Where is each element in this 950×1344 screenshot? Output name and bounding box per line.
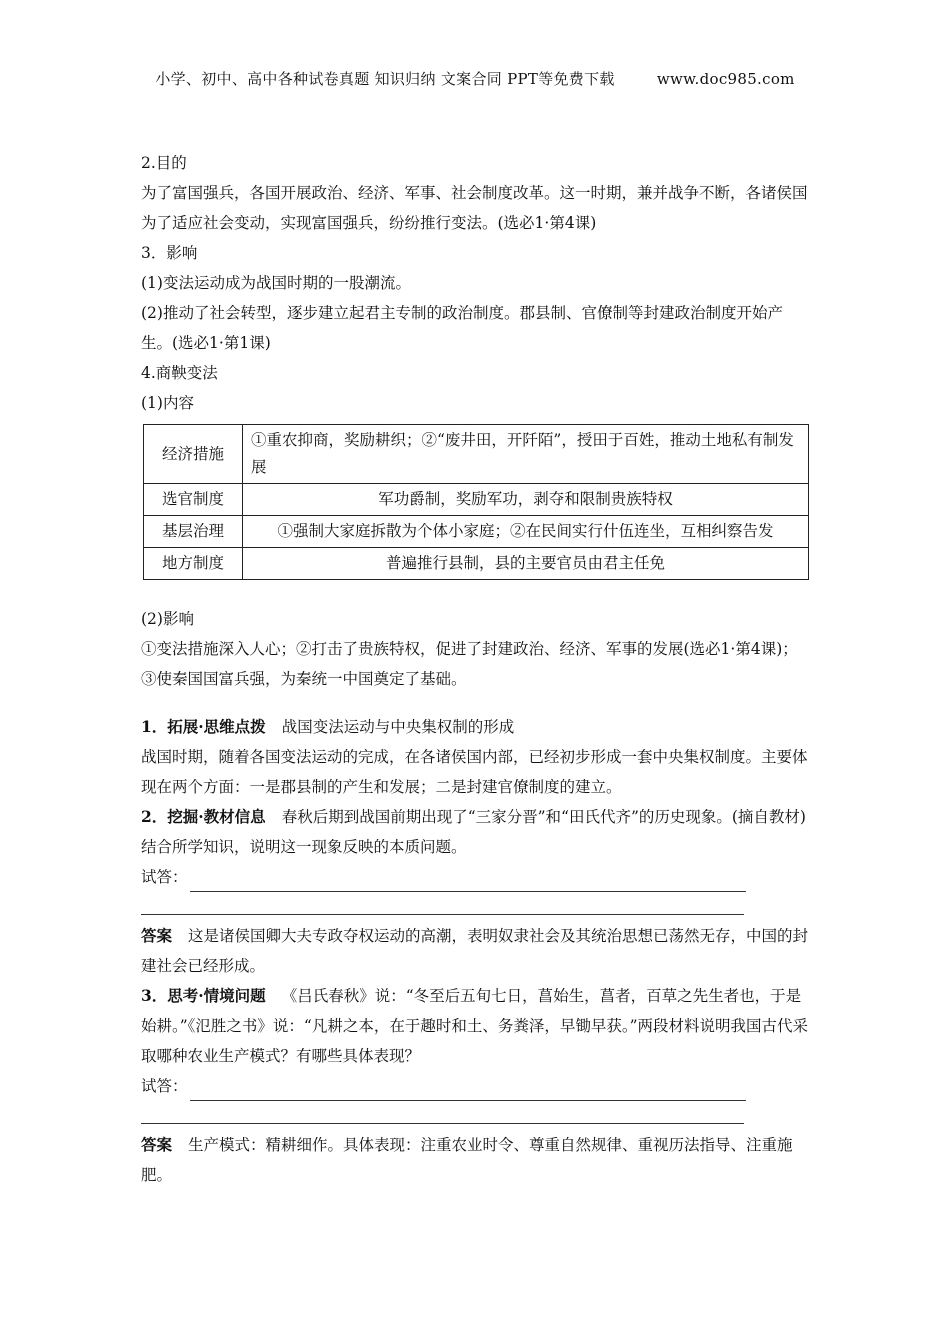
purpose-title: 2.目的 xyxy=(141,154,187,172)
ext3-answer-blank[interactable] xyxy=(190,1080,746,1101)
table-value: 普遍推行县制，县的主要官员由君主任免 xyxy=(243,548,809,580)
reform-table xyxy=(143,424,809,580)
table-value: ①强制大家庭拆散为个体小家庭；②在民间实行什伍连坐，互相纠察告发 xyxy=(243,516,809,548)
ext2-question xyxy=(141,802,811,862)
table-row xyxy=(144,516,809,548)
shang-title: 4.商鞅变法 xyxy=(141,364,218,382)
document-body xyxy=(141,148,811,1190)
ext2-answer-blank[interactable] xyxy=(190,871,746,892)
ext3-try-label: 试答： xyxy=(141,1077,188,1095)
ext2-answer-blank-2[interactable] xyxy=(141,892,744,915)
ext3-question xyxy=(141,981,811,1071)
ext3-answer xyxy=(141,1130,811,1190)
header-url[interactable]: www.doc985.com xyxy=(656,70,795,88)
ext3-try-row xyxy=(141,1071,811,1101)
ext2-try-row xyxy=(141,862,811,892)
impact-title: 3．影响 xyxy=(141,244,198,262)
shang-content-title: (1)内容 xyxy=(141,394,194,412)
ext2-label: 2．挖掘·教材信息 xyxy=(141,807,266,826)
ext2-answer-label: 答案 xyxy=(141,926,173,945)
table-key: 基层治理 xyxy=(144,516,243,548)
ext2-answer-body: 这是诸侯国卿大夫专政夺权运动的高潮，表明奴隶社会及其统治思想已荡然无存，中国的封建社会已经形成。 xyxy=(141,927,809,975)
table-value: ①重农抑商，奖励耕织；②“废井田，开阡陌”，授田于百姓，推动土地私有制发展 xyxy=(243,425,809,484)
ext3-body: 《吕氏春秋》说：“冬至后五旬七日，菖始生，菖者，百草之先生者也，于是始耕。”《氾胜之书》说：“凡耕之本，在于趣时和土、务粪泽，早锄早获。”两段材料说明我国古代采取哪种农业生产模式？有哪些具体表现？ xyxy=(141,987,809,1065)
table-value: 军功爵制，奖励军功，剥夺和限制贵族特权 xyxy=(243,484,809,516)
ext3-answer-blank-2[interactable] xyxy=(141,1101,744,1124)
table-key: 选官制度 xyxy=(144,484,243,516)
ext1-body: 战国时期，随着各国变法运动的完成，在各诸侯国内部，已经初步形成一套中央集权制度。主要体现在两个方面：一是郡县制的产生和发展；二是封建官僚制度的建立。 xyxy=(141,748,808,796)
table-key: 经济措施 xyxy=(144,425,243,484)
table-row xyxy=(144,548,809,580)
shang-impact-title: (2)影响 xyxy=(141,610,194,628)
purpose-body: 为了富国强兵，各国开展政治、经济、军事、社会制度改革。这一时期，兼并战争不断，各诸侯国为了适应社会变动，实现富国强兵，纷纷推行变法。(选必1·第4课) xyxy=(141,184,808,232)
ext1-heading xyxy=(141,712,811,742)
table-row xyxy=(144,484,809,516)
ext3-answer-label: 答案 xyxy=(141,1135,173,1154)
ext3-answer-body: 生产模式：精耕细作。具体表现：注重农业时令、尊重自然规律、重视历法指导、注重施肥。 xyxy=(141,1136,793,1184)
ext2-answer xyxy=(141,921,811,981)
ext1-label: 1．拓展·思维点拨 xyxy=(141,717,266,736)
impact-item-2: (2)推动了社会转型，逐步建立起君主专制的政治制度。郡县制、官僚制等封建政治制度开始产生。(选必1·第1课) xyxy=(141,304,783,352)
ext2-body: 春秋后期到战国前期出现了“三家分晋”和“田氏代齐”的历史现象。(摘自教材)结合所学知识，说明这一现象反映的本质问题。 xyxy=(141,808,806,856)
shang-impact-body: ①变法措施深入人心；②打击了贵族特权，促进了封建政治、经济、军事的发展(选必1·第4课)；③使秦国国富兵强，为秦统一中国奠定了基础。 xyxy=(141,640,798,688)
impact-item-1: (1)变法运动成为战国时期的一股潮流。 xyxy=(141,274,411,292)
header-text: 小学、初中、高中各种试卷真题 知识归纳 文案合同 PPT等免费下载 xyxy=(155,70,615,88)
table-key: 地方制度 xyxy=(144,548,243,580)
ext3-label: 3．思考·情境问题 xyxy=(141,986,266,1005)
ext1-title: 战国变法运动与中央集权制的形成 xyxy=(281,718,515,736)
table-row xyxy=(144,425,809,484)
ext2-try-label: 试答： xyxy=(141,868,188,886)
page-header xyxy=(0,68,950,89)
